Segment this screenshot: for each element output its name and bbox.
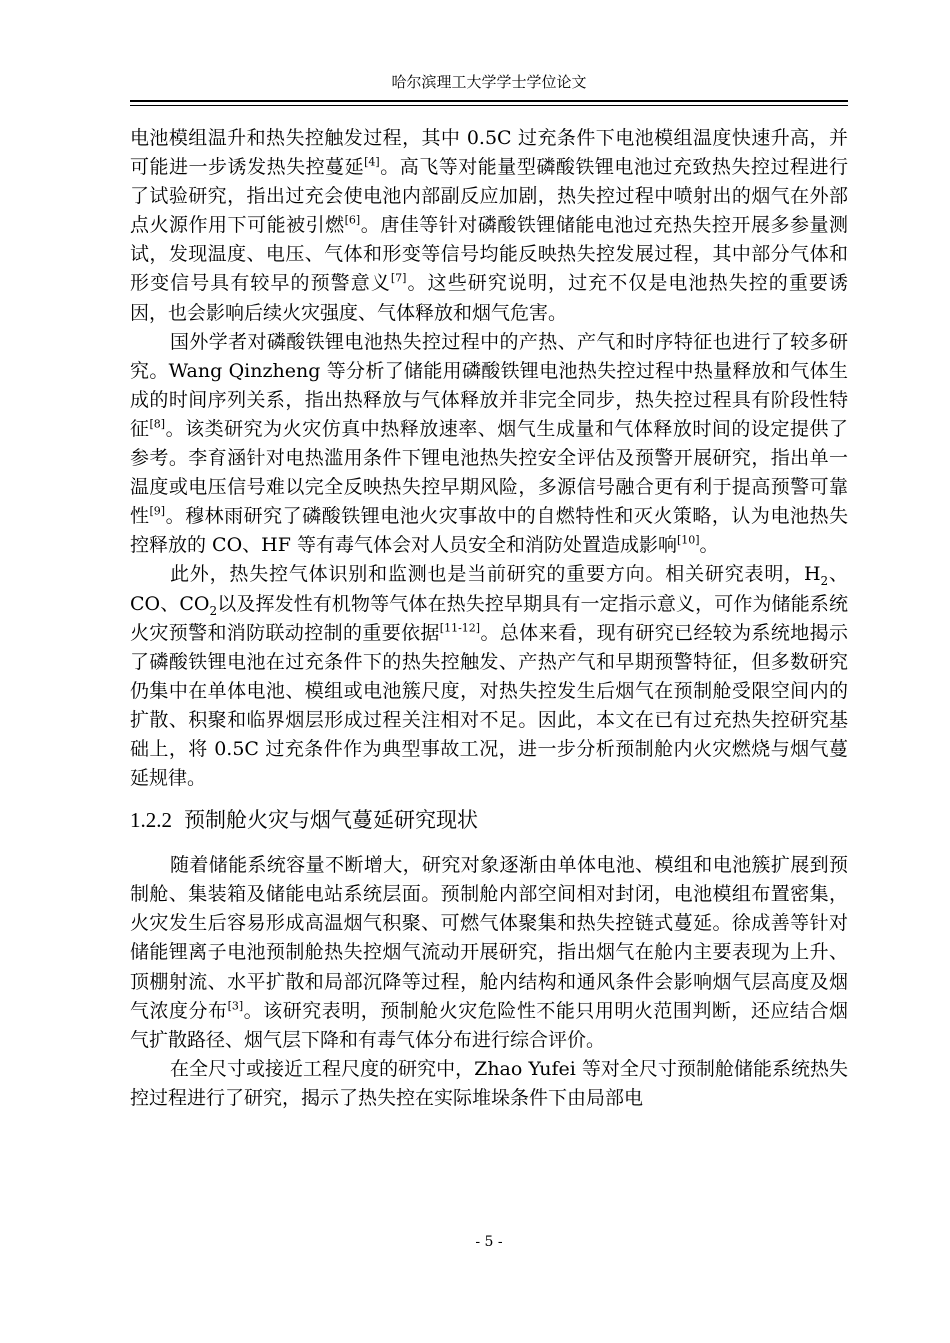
body-text — [130, 124, 848, 1113]
paragraph-full-scale: 在全尺寸或接近工程尺度的研究中，Zhao Yufei 等对全尺寸预制舱储能系统热失控过程进行了研究，揭示了热失控在实际堆垛条件下由局部电 — [130, 1057, 848, 1109]
section-title: 预制舱火灾与烟气蔓延研究现状 — [184, 808, 478, 833]
paragraph-foreign-research: 国外学者对磷酸铁锂电池热失控过程中的产热、产气和时序特征也进行了较多研究。Wang Qinzheng 等分析了储能用磷酸铁锂电池热失控过程中热量释放和气体生成的时间序列关系，指出热释放与气体释放并非完全同步，热失控过程具有阶段性特征[8]。该类研究为火灾仿真中热释放速率、烟气生成量和气体释放时间的设定提供了参考。李育涵针对电热滥用条件下锂电池热失控安全评估及预警开展研究，指出单一温度或电压信号难以完全反映热失控早期风险，多源信号融合更有利于提高预警可靠性[9]。穆林雨研究了磷酸铁锂电池火灾事故中的自燃特性和灭火策略，认为电池热失控释放的 CO、HF 等有毒气体会对人员安全和消防处置造成影响[10]。 — [130, 330, 848, 557]
subscript: 2 — [209, 603, 218, 618]
running-header: 哈尔滨理工大学学士学位论文 — [391, 73, 587, 91]
header-rule-thick — [130, 100, 848, 102]
citation: [4] — [364, 155, 380, 169]
subscript: 2 — [820, 574, 829, 589]
page-number: - 5 - — [475, 1234, 503, 1250]
citation: [8] — [149, 417, 166, 431]
citation: [3] — [227, 999, 244, 1013]
paragraph-overcharge-studies: 电池模组温升和热失控触发过程，其中 0.5C 过充条件下电池模组温度快速升高，并可能进一步诱发热失控蔓延[4]。高飞等对能量型磷酸铁锂电池过充致热失控过程进行了试验研究，指出过充会使电池内部副反应加剧，热失控过程中喷射出的烟气在外部点火源作用下可能被引燃[6]。唐佳等针对磷酸铁锂储能电池过充热失控开展多参量测试，发现温度、电压、气体和形变等信号均能反映热失控发展过程，其中部分气体和形变信号具有较早的预警意义[7]。这些研究说明，过充不仅是电池热失控的重要诱因，也会影响后续火灾强度、气体释放和烟气危害。 — [130, 127, 848, 324]
citation: [10] — [676, 533, 700, 547]
citation: [11-12] — [439, 621, 481, 635]
section-heading — [130, 804, 848, 837]
citation: [9] — [149, 504, 166, 518]
section-number: 1.2.2 — [130, 808, 172, 833]
header-rule-thin — [130, 105, 848, 106]
paragraph-gas-monitoring: 此外，热失控气体识别和监测也是当前研究的重要方向。相关研究表明，$H_2$、CO、$CO_2$以及挥发性有机物等气体在热失控早期具有一定指示意义，可作为储能系统火灾预警和消防联动控制的重要依据[11-12]。总体来看，现有研究已经较为系统地揭示了磷酸铁锂电池在过充条件下的热失控触发、产热产气和早期预警特征，但多数研究仍集中在单体电池、模组或电池簇尺度，对热失控发生后烟气在预制舱受限空间内的扩散、积聚和临界烟层形成过程关注相对不足。因此，本文在已有过充热失控研究基础上，将 0.5C 过充条件作为典型事故工况，进一步分析预制舱内火灾燃烧与烟气蔓延规律。 — [130, 563, 848, 790]
paragraph-cabin-fire: 随着储能系统容量不断增大，研究对象逐渐由单体电池、模组和电池簇扩展到预制舱、集装箱及储能电站系统层面。预制舱内部空间相对封闭，电池模组布置密集，火灾发生后容易形成高温烟气积聚、可燃气体聚集和热失控链式蔓延。徐成善等针对储能锂离子电池预制舱热失控烟气流动开展研究，指出烟气在舱内主要表现为上升、顶棚射流、水平扩散和局部沉降等过程，舱内结构和通风条件会影响烟气层高度及烟气浓度分布[3]。该研究表明，预制舱火灾危险性不能只用明火范围判断，还应结合烟气扩散路径、烟气层下降和有毒气体分布进行综合评价。 — [130, 854, 848, 1051]
citation: [6] — [344, 213, 361, 227]
citation: [7] — [390, 272, 407, 286]
